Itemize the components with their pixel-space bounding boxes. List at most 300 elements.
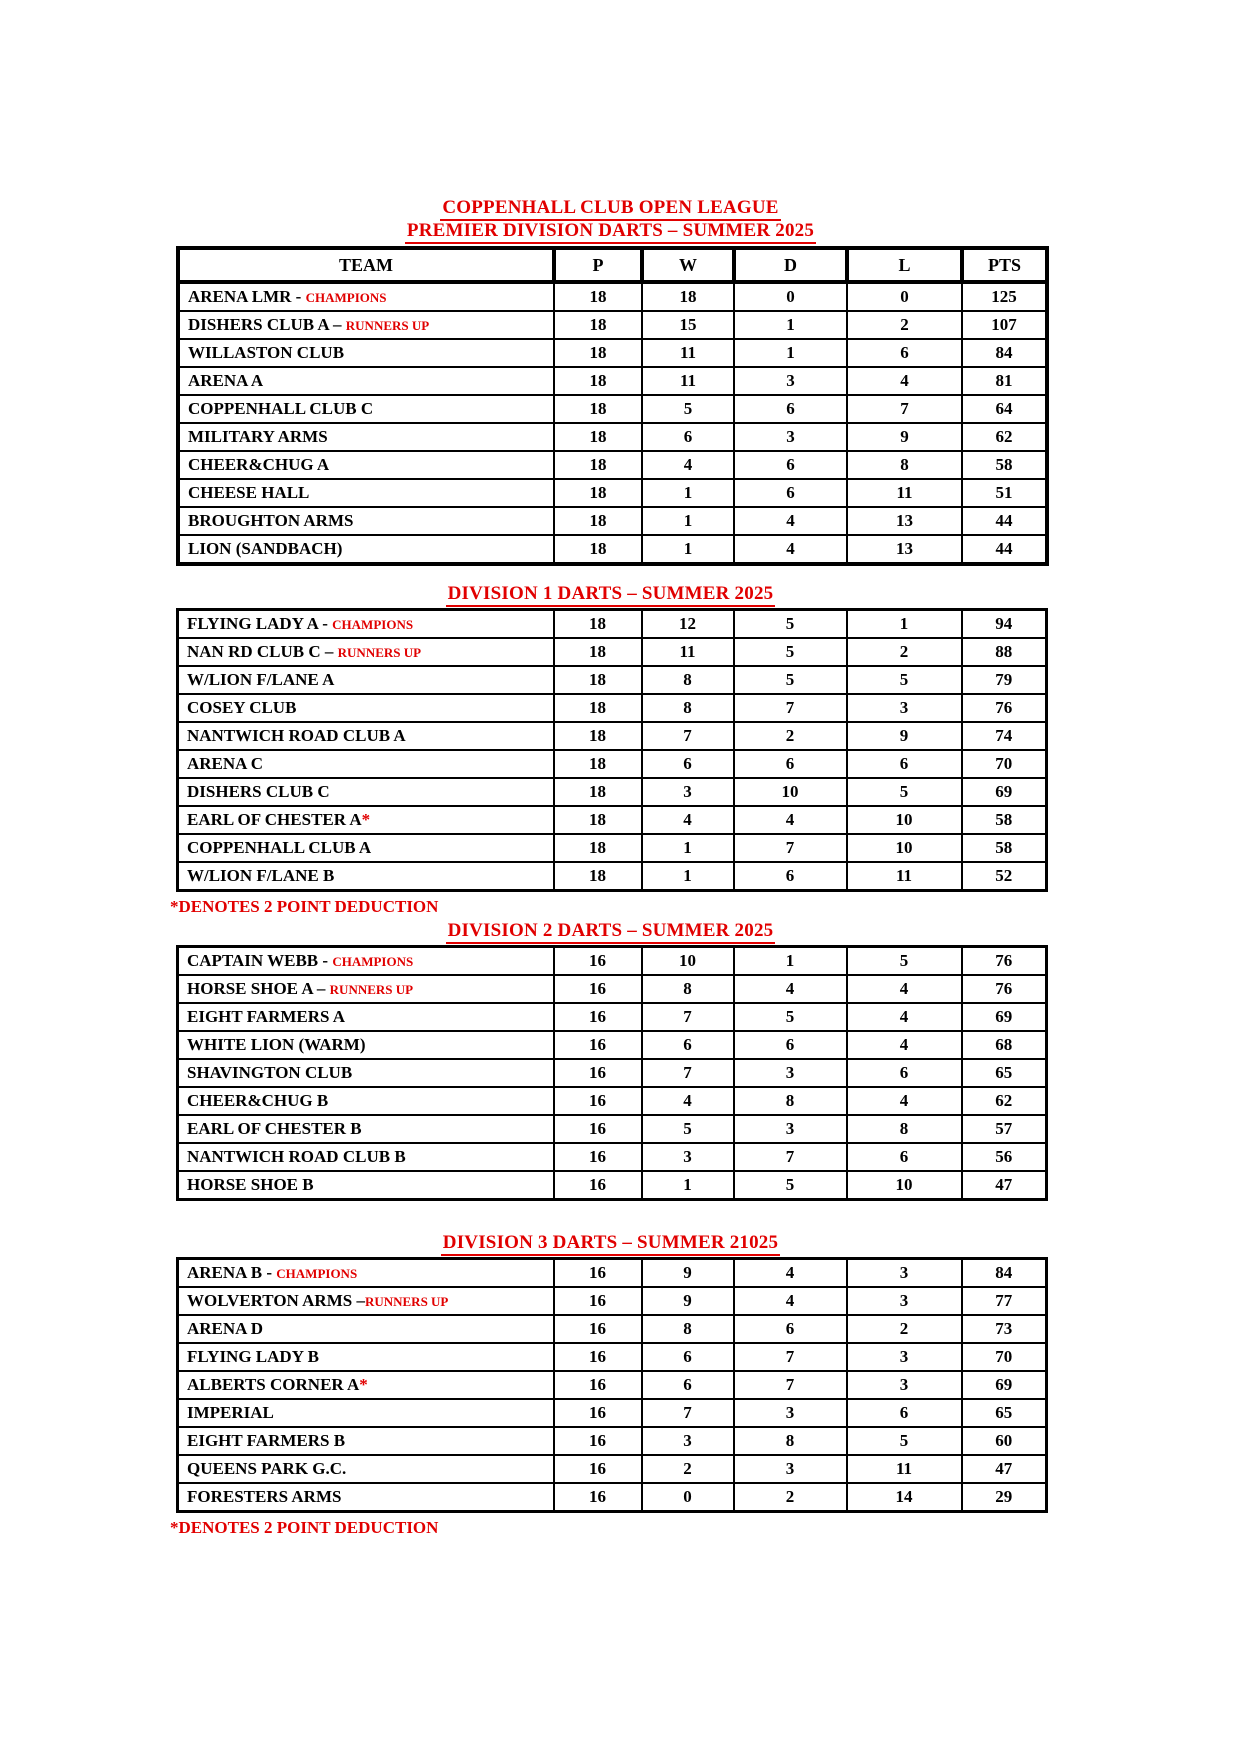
stat-p: 18 [554,339,642,367]
team-cell [178,535,554,564]
team-name: W/LION F/LANE A [187,670,335,689]
team-tag-separator: - [291,287,306,306]
team-cell [178,750,554,778]
table-row [178,1031,1047,1059]
stat-d: 7 [734,694,847,722]
stat-l: 14 [847,1483,962,1512]
team-tag-separator: – [320,642,338,661]
team-name: WOLVERTON ARMS [187,1291,353,1310]
stat-w: 9 [642,1259,734,1288]
table-row [178,395,1047,423]
team-name: HORSE SHOE B [187,1175,314,1194]
table-row [178,1399,1047,1427]
stat-l: 9 [847,722,962,750]
stat-w: 3 [642,1143,734,1171]
stat-w: 5 [642,1115,734,1143]
table-row [178,507,1047,535]
stat-d: 1 [734,947,847,976]
stat-w: 11 [642,638,734,666]
stat-l: 7 [847,395,962,423]
stat-d: 3 [734,1115,847,1143]
team-cell [178,834,554,862]
table-row [178,610,1047,639]
team-cell [178,722,554,750]
team-cell [178,1259,554,1288]
column-header-l: L [847,248,962,282]
stat-pts: 58 [962,451,1047,479]
stat-w: 11 [642,367,734,395]
team-cell [178,1399,554,1427]
team-cell [178,282,554,311]
stat-pts: 94 [962,610,1047,639]
stat-l: 4 [847,975,962,1003]
stat-d: 0 [734,282,847,311]
stat-p: 18 [554,311,642,339]
stat-l: 6 [847,1059,962,1087]
stat-l: 6 [847,1143,962,1171]
table-row [178,367,1047,395]
stat-w: 2 [642,1455,734,1483]
table-row [178,862,1047,891]
stat-w: 6 [642,750,734,778]
team-name: MILITARY ARMS [188,427,328,446]
stat-pts: 125 [962,282,1047,311]
team-tag: RUNNERS UP [337,645,422,660]
stat-pts: 76 [962,694,1047,722]
league-sheet [170,196,1045,1538]
team-cell [178,339,554,367]
stat-d: 4 [734,1287,847,1315]
stat-d: 4 [734,1259,847,1288]
deduction-asterisk: * [361,810,371,829]
stat-d: 3 [734,423,847,451]
stat-p: 18 [554,395,642,423]
stat-p: 16 [554,1427,642,1455]
team-tag-separator: – [352,1291,365,1310]
stat-d: 7 [734,1371,847,1399]
team-cell [178,694,554,722]
stat-l: 11 [847,1455,962,1483]
team-cell [178,806,554,834]
stat-l: 2 [847,311,962,339]
stat-d: 1 [734,311,847,339]
stat-pts: 84 [962,339,1047,367]
stat-w: 1 [642,535,734,564]
stat-p: 16 [554,1315,642,1343]
team-name: ARENA B [187,1263,263,1282]
stat-d: 5 [734,1171,847,1200]
team-tag-separator: – [312,979,330,998]
team-name: FORESTERS ARMS [187,1487,342,1506]
stat-pts: 84 [962,1259,1047,1288]
stat-d: 7 [734,1143,847,1171]
deduction-asterisk: * [359,1375,368,1394]
team-name: WHITE LION (WARM) [187,1035,366,1054]
stat-p: 16 [554,1087,642,1115]
stat-w: 11 [642,339,734,367]
stat-w: 1 [642,862,734,891]
stat-w: 3 [642,778,734,806]
stat-w: 12 [642,610,734,639]
stat-w: 4 [642,451,734,479]
stat-pts: 70 [962,1343,1047,1371]
team-cell [178,1003,554,1031]
division-2-section [176,919,1045,1201]
stat-p: 16 [554,975,642,1003]
team-name: EIGHT FARMERS B [187,1431,346,1450]
stat-d: 7 [734,834,847,862]
stat-w: 7 [642,1003,734,1031]
stat-pts: 58 [962,834,1047,862]
team-cell [178,638,554,666]
team-cell [178,1287,554,1315]
stat-p: 16 [554,1059,642,1087]
column-header-team: TEAM [178,248,554,282]
team-name: ARENA D [187,1319,264,1338]
team-name: EARL OF CHESTER B [187,1119,362,1138]
team-tag-separator: - [318,951,333,970]
stat-pts: 69 [962,1003,1047,1031]
stat-pts: 44 [962,535,1047,564]
team-tag: RUNNERS UP [364,1294,449,1309]
stat-l: 8 [847,1115,962,1143]
table-row [178,834,1047,862]
team-name: IMPERIAL [187,1403,274,1422]
stat-w: 7 [642,722,734,750]
team-name: HORSE SHOE A [187,979,313,998]
team-name: NANTWICH ROAD CLUB A [187,726,406,745]
stat-p: 16 [554,1171,642,1200]
team-tag-separator: - [262,1263,277,1282]
team-tag: CHAMPIONS [332,617,414,632]
team-cell [178,1031,554,1059]
stat-pts: 29 [962,1483,1047,1512]
table-row [178,1171,1047,1200]
table-row [178,638,1047,666]
stat-d: 5 [734,666,847,694]
stat-d: 10 [734,778,847,806]
stat-p: 16 [554,1455,642,1483]
stat-d: 4 [734,507,847,535]
team-cell [178,1455,554,1483]
header-row [178,248,1047,282]
team-cell [178,367,554,395]
stat-pts: 79 [962,666,1047,694]
stat-w: 4 [642,806,734,834]
premier-division-section [176,219,1045,566]
stat-l: 5 [847,778,962,806]
stat-l: 3 [847,1371,962,1399]
team-name: CAPTAIN WEBB [187,951,319,970]
stat-l: 4 [847,1003,962,1031]
table-row [178,311,1047,339]
team-cell [178,1059,554,1087]
table-row [178,947,1047,976]
stat-p: 16 [554,1343,642,1371]
stat-p: 16 [554,1003,642,1031]
table-row [178,535,1047,564]
stat-w: 8 [642,666,734,694]
stat-l: 1 [847,610,962,639]
team-cell [178,1483,554,1512]
team-name: SHAVINGTON CLUB [187,1063,353,1082]
stat-pts: 69 [962,778,1047,806]
team-cell [178,1115,554,1143]
team-name: ARENA LMR [188,287,292,306]
stat-d: 6 [734,479,847,507]
table-row [178,778,1047,806]
stat-d: 6 [734,862,847,891]
table-row [178,282,1047,311]
deduction-note: *DENOTES 2 POINT DEDUCTION [170,1518,439,1537]
stat-w: 6 [642,1371,734,1399]
team-cell [178,395,554,423]
team-cell [178,1315,554,1343]
stat-pts: 51 [962,479,1047,507]
stat-pts: 69 [962,1371,1047,1399]
stat-p: 18 [554,694,642,722]
division-sections [170,219,1045,1538]
team-name: ALBERTS CORNER A [187,1375,360,1394]
stat-w: 18 [642,282,734,311]
stat-w: 10 [642,947,734,976]
table-row [178,1115,1047,1143]
team-cell [178,947,554,976]
stat-w: 1 [642,1171,734,1200]
table-row [178,1287,1047,1315]
stat-l: 4 [847,367,962,395]
stat-pts: 57 [962,1115,1047,1143]
division-title: DIVISION 1 DARTS – SUMMER 2025 [446,582,776,607]
team-name: DISHERS CLUB C [187,782,330,801]
division-1-table [176,608,1048,892]
stat-w: 15 [642,311,734,339]
division-3-title-row [176,1231,1045,1254]
team-cell [178,666,554,694]
team-tag: CHAMPIONS [276,1266,358,1281]
stat-pts: 88 [962,638,1047,666]
team-name: COSEY CLUB [187,698,297,717]
stat-p: 18 [554,610,642,639]
stat-l: 11 [847,479,962,507]
stat-w: 7 [642,1059,734,1087]
stat-l: 10 [847,834,962,862]
team-cell [178,311,554,339]
team-name: CHEESE HALL [188,483,310,502]
stat-l: 3 [847,694,962,722]
team-name: ARENA C [187,754,264,773]
stat-l: 3 [847,1259,962,1288]
stat-p: 18 [554,806,642,834]
division-3-section [170,1231,1045,1538]
stat-p: 16 [554,1399,642,1427]
stat-l: 6 [847,750,962,778]
stat-d: 4 [734,975,847,1003]
premier-division-title-row [176,219,1045,242]
stat-p: 16 [554,1483,642,1512]
team-cell [178,1087,554,1115]
stat-w: 1 [642,479,734,507]
stat-l: 9 [847,423,962,451]
team-cell [178,479,554,507]
team-cell [178,451,554,479]
stat-l: 6 [847,1399,962,1427]
stat-l: 4 [847,1031,962,1059]
stat-d: 2 [734,722,847,750]
stat-w: 8 [642,975,734,1003]
stat-w: 1 [642,834,734,862]
stat-d: 6 [734,451,847,479]
stat-pts: 77 [962,1287,1047,1315]
table-row [178,806,1047,834]
stat-l: 3 [847,1287,962,1315]
table-row [178,1059,1047,1087]
stat-d: 3 [734,1455,847,1483]
table-row [178,1087,1047,1115]
table-row [178,750,1047,778]
team-name: EARL OF CHESTER A [187,810,362,829]
stat-d: 8 [734,1087,847,1115]
stat-d: 5 [734,610,847,639]
column-header-pts: PTS [962,248,1047,282]
table-row [178,1455,1047,1483]
table-row [178,694,1047,722]
stat-l: 0 [847,282,962,311]
stat-d: 4 [734,535,847,564]
team-name: FLYING LADY B [187,1347,319,1366]
team-cell [178,423,554,451]
stat-l: 5 [847,947,962,976]
stat-d: 6 [734,1315,847,1343]
table-body [178,1259,1047,1512]
stat-p: 18 [554,479,642,507]
team-cell [178,1143,554,1171]
stat-w: 6 [642,1031,734,1059]
stat-d: 1 [734,339,847,367]
division-1-title-row [176,582,1045,605]
stat-pts: 65 [962,1399,1047,1427]
stat-d: 5 [734,1003,847,1031]
stat-l: 13 [847,535,962,564]
stat-pts: 64 [962,395,1047,423]
stat-pts: 60 [962,1427,1047,1455]
team-cell [178,778,554,806]
team-cell [178,975,554,1003]
stat-p: 18 [554,367,642,395]
stat-p: 16 [554,1287,642,1315]
stat-w: 6 [642,1343,734,1371]
team-name: NANTWICH ROAD CLUB B [187,1147,406,1166]
team-cell [178,610,554,639]
team-name: DISHERS CLUB A [188,315,329,334]
table-body [178,282,1047,564]
team-tag: CHAMPIONS [305,290,387,305]
stat-pts: 47 [962,1455,1047,1483]
stat-p: 16 [554,1371,642,1399]
team-tag-separator: – [328,315,346,334]
stat-d: 3 [734,367,847,395]
stat-p: 16 [554,947,642,976]
team-name: COPPENHALL CLUB A [187,838,372,857]
stat-p: 18 [554,666,642,694]
league-title: COPPENHALL CLUB OPEN LEAGUE [440,196,780,221]
deduction-note: *DENOTES 2 POINT DEDUCTION [170,897,439,916]
stat-pts: 56 [962,1143,1047,1171]
stat-d: 3 [734,1399,847,1427]
stat-p: 18 [554,778,642,806]
stat-d: 6 [734,395,847,423]
table-row [178,451,1047,479]
stat-pts: 76 [962,975,1047,1003]
premier-division-table [176,246,1049,566]
stat-p: 18 [554,282,642,311]
table-header [178,248,1047,282]
table-row [178,1427,1047,1455]
team-name: COPPENHALL CLUB C [188,399,374,418]
stat-w: 5 [642,395,734,423]
stat-pts: 62 [962,423,1047,451]
stat-w: 4 [642,1087,734,1115]
stat-pts: 65 [962,1059,1047,1087]
table-row [178,666,1047,694]
stat-d: 6 [734,750,847,778]
stat-pts: 68 [962,1031,1047,1059]
stat-w: 9 [642,1287,734,1315]
stat-l: 3 [847,1343,962,1371]
stat-l: 5 [847,666,962,694]
table-row [178,1315,1047,1343]
table-row [178,722,1047,750]
stat-p: 18 [554,451,642,479]
team-tag-separator: - [318,614,333,633]
stat-pts: 52 [962,862,1047,891]
team-cell [178,1371,554,1399]
stat-p: 16 [554,1115,642,1143]
stat-pts: 47 [962,1171,1047,1200]
team-name: NAN RD CLUB C [187,642,321,661]
stat-l: 2 [847,638,962,666]
column-header-d: D [734,248,847,282]
stat-w: 3 [642,1427,734,1455]
table-row [178,1483,1047,1512]
stat-d: 3 [734,1059,847,1087]
table-row [178,1371,1047,1399]
table-row [178,1259,1047,1288]
team-name: CHEER&CHUG A [188,455,330,474]
stat-l: 13 [847,507,962,535]
table-row [178,975,1047,1003]
column-header-p: P [554,248,642,282]
division-title: DIVISION 2 DARTS – SUMMER 2025 [446,919,776,944]
stat-d: 6 [734,1031,847,1059]
table-row [178,423,1047,451]
team-name: EIGHT FARMERS A [187,1007,346,1026]
team-name: CHEER&CHUG B [187,1091,329,1110]
stat-w: 1 [642,507,734,535]
team-name: BROUGHTON ARMS [188,511,354,530]
stat-d: 7 [734,1343,847,1371]
table-row [178,1003,1047,1031]
team-tag: CHAMPIONS [332,954,414,969]
stat-w: 0 [642,1483,734,1512]
stat-l: 8 [847,451,962,479]
stat-p: 18 [554,535,642,564]
division-3-table [176,1257,1048,1513]
stat-l: 10 [847,1171,962,1200]
stat-pts: 73 [962,1315,1047,1343]
team-name: W/LION F/LANE B [187,866,335,885]
table-row [178,1143,1047,1171]
